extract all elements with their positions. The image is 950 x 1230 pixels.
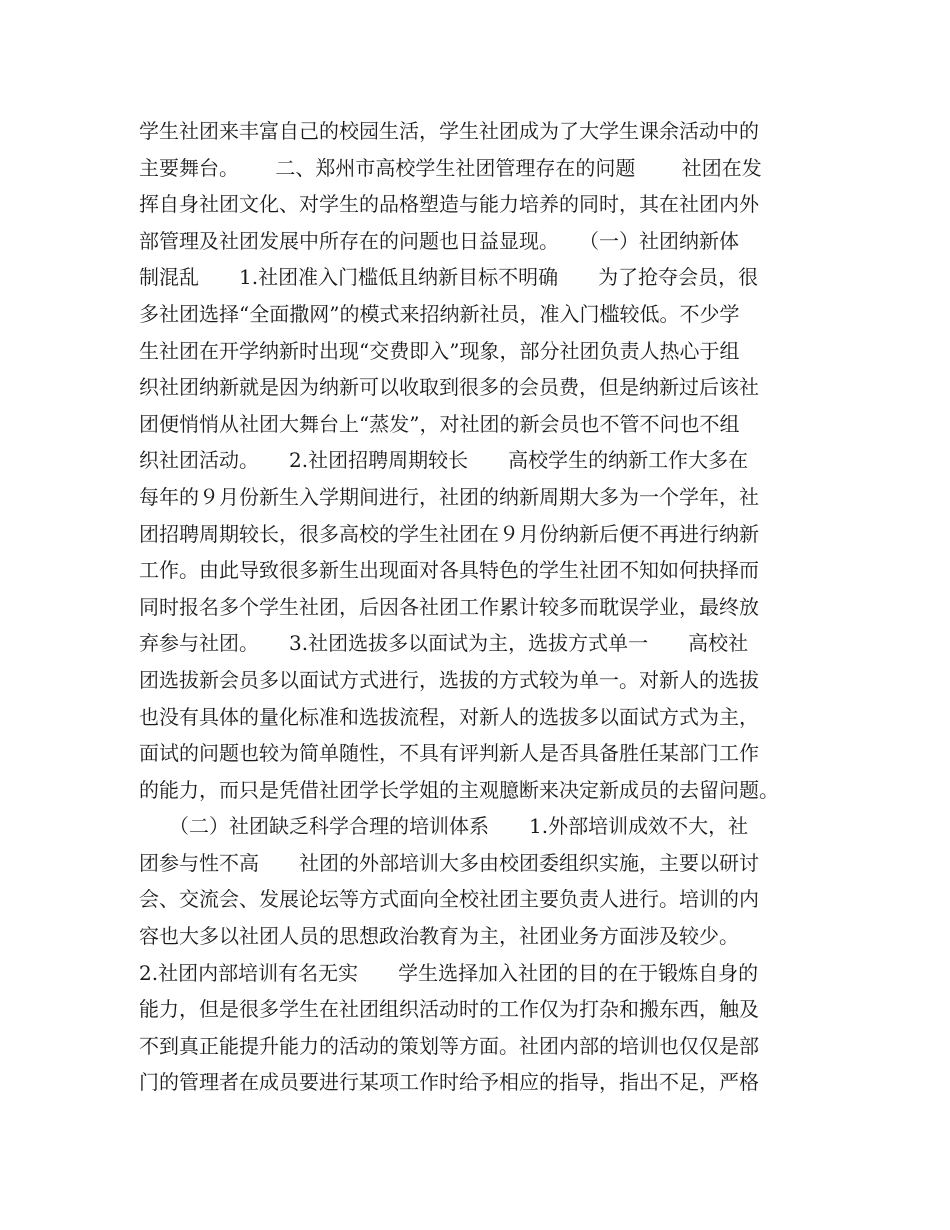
text-line: 团选拔新会员多以面试方式进行，选拔的方式较为单一。对新人的选拔 — [139, 667, 759, 692]
text-line: 弃参与社团。 3.社团选拔多以面试为主，选拔方式单一 高校社 — [139, 631, 749, 656]
text-line: 每年的９月份新生入学期间进行，社团的纳新周期大多为一个学年，社 — [139, 484, 759, 509]
text-line: 能力，但是很多学生在社团组织活动时的工作仅为打杂和搬东西，触及 — [139, 997, 759, 1022]
text-line: 生社团在开学纳新时出现“交费即入”现象，部分社团负责人热心于组 — [139, 338, 740, 363]
text-line: （二）社团缺乏科学合理的培训体系 1.外部培训成效不大，社 — [139, 814, 749, 839]
text-line: 不到真正能提升能力的活动的策划等方面。社团内部的培训也仅仅是部 — [139, 1033, 759, 1058]
text-line: 多社团选择“全面撒网”的模式来招纳新社员，准入门槛较低。不少学 — [139, 301, 740, 326]
text-line: 同时报名多个学生社团，后因各社团工作累计较多而耽误学业，最终放 — [139, 594, 759, 619]
body-text — [139, 113, 829, 1101]
text-line: 2.社团内部培训有名无实 学生选择加入社团的目的在于锻炼自身的 — [139, 960, 759, 985]
text-line: 工作。由此导致很多新生出现面对各具特色的学生社团不知如何抉择而 — [139, 558, 759, 583]
text-line: 制混乱 1.社团准入门槛低且纳新目标不明确 为了抢夺会员，很 — [139, 265, 759, 290]
text-line: 的能力，而只是凭借社团学长学姐的主观臆断来决定新成员的去留问题。 — [139, 777, 779, 802]
text-line: 也没有具体的量化标准和选拔流程，对新人的选拔多以面试方式为主， — [139, 704, 759, 729]
text-line: 门的管理者在成员要进行某项工作时给予相应的指导，指出不足，严格 — [139, 1070, 759, 1095]
text-line: 部管理及社团发展中所存在的问题也日益显现。 （一）社团纳新体 — [139, 228, 739, 253]
text-line: 织社团纳新就是因为纳新可以收取到很多的会员费，但是纳新过后该社 — [139, 375, 759, 400]
text-line: 织社团活动。 2.社团招聘周期较长 高校学生的纳新工作大多在 — [139, 448, 749, 473]
text-line: 主要舞台。 二、郑州市高校学生社团管理存在的问题 社团在发 — [139, 155, 762, 180]
text-line: 面试的问题也较为简单随性，不具有评判新人是否具备胜任某部门工作 — [139, 741, 759, 766]
text-line: 团便悄悄从社团大舞台上“蒸发”，对社团的新会员也不管不问也不组 — [139, 411, 740, 436]
text-line: 容也大多以社团人员的思想政治教育为主，社团业务方面涉及较少。 — [139, 924, 739, 949]
text-line: 团招聘周期较长，很多高校的学生社团在９月份纳新后便不再进行纳新 — [139, 521, 759, 546]
text-line: 挥自身社团文化、对学生的品格塑造与能力培养的同时，其在社团内外 — [139, 192, 759, 217]
text-line: 学生社团来丰富自己的校园生活，学生社团成为了大学生课余活动中的 — [139, 119, 759, 143]
text-line: 会、交流会、发展论坛等方式面向全校社团主要负责人进行。培训的内 — [139, 887, 759, 912]
text-line: 团参与性不高 社团的外部培训大多由校团委组织实施，主要以研讨 — [139, 850, 759, 875]
